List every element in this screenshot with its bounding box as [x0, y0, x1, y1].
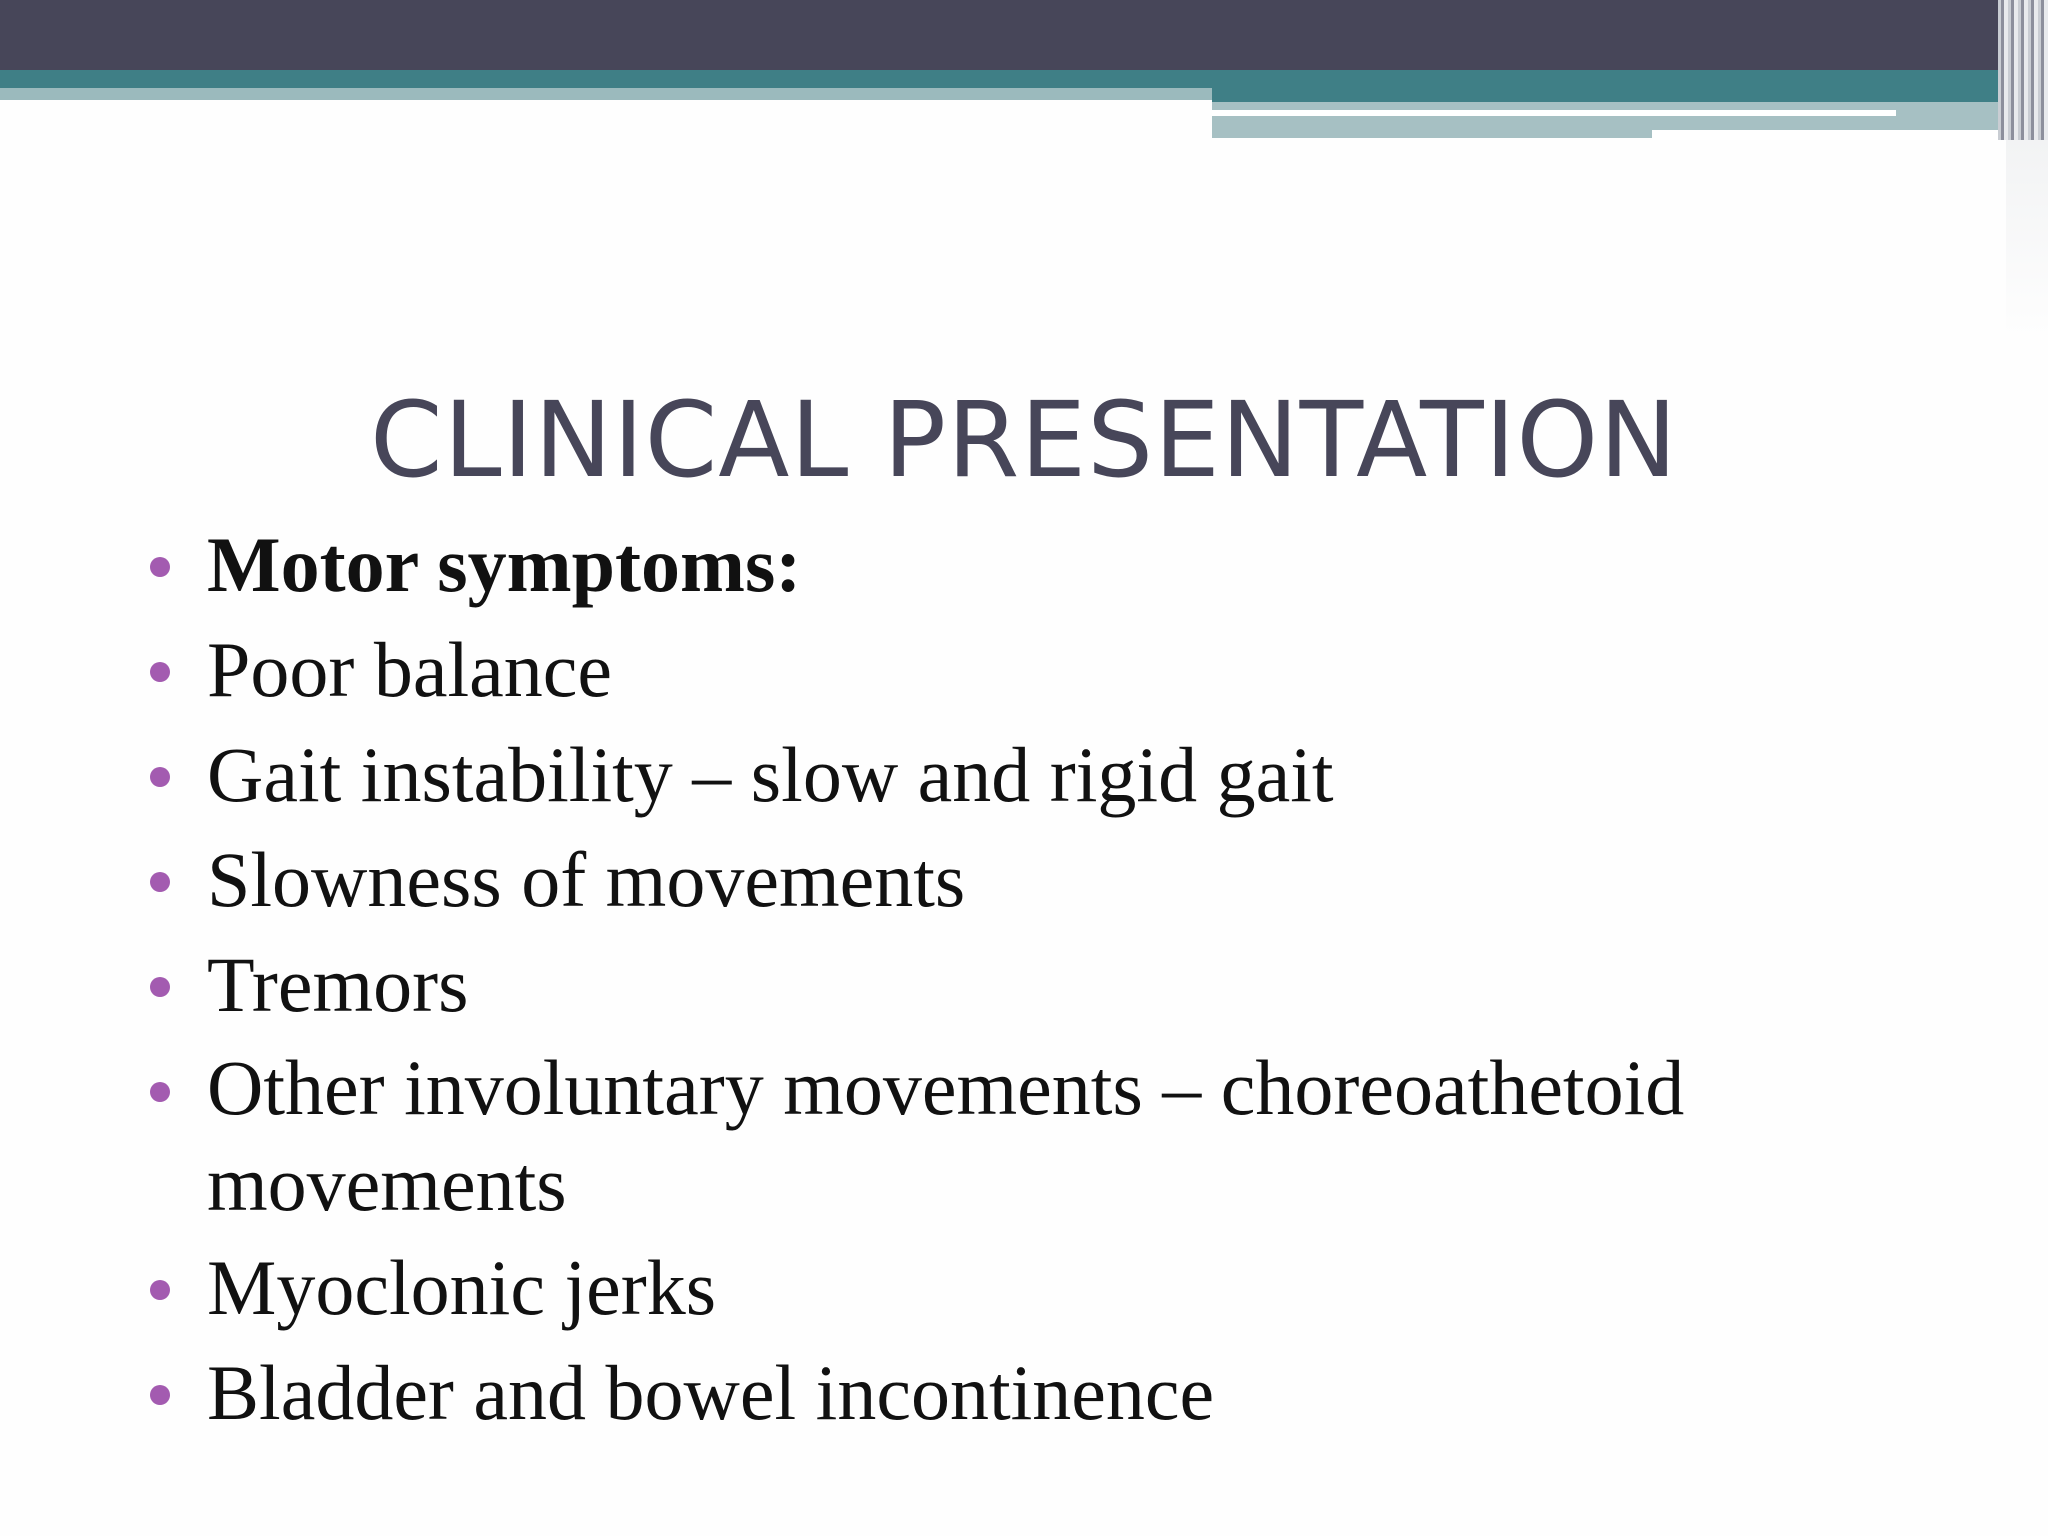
- bullet-text: Bladder and bowel incontinence: [207, 1349, 1215, 1436]
- edge-fade: [2006, 140, 2048, 340]
- bullet-item-myoclonic-jerks: [150, 1238, 1970, 1337]
- header-band-white-step: [1652, 130, 2010, 140]
- edge-decoration: [1998, 0, 2048, 140]
- header-band-light-left: [0, 88, 1212, 100]
- bullet-dot-icon: [150, 662, 170, 682]
- bullet-dot-icon: [150, 1280, 170, 1300]
- bullet-dot-icon: [150, 1082, 170, 1102]
- bullet-text: Gait instability – slow and rigid gait: [207, 731, 1334, 818]
- bullet-dot-icon: [150, 1385, 170, 1405]
- bullet-item-tremors: [150, 935, 1970, 1034]
- bullet-item-poor-balance: [150, 620, 1970, 719]
- header-band-white-line: [1212, 110, 1896, 116]
- bullet-list: [150, 515, 1970, 1448]
- bullet-item-motor-symptoms: [150, 515, 1970, 614]
- bullet-text: Tremors: [207, 941, 469, 1028]
- bullet-text: Slowness of movements: [207, 836, 966, 923]
- header-band-teal-right: [1212, 88, 2010, 102]
- header-band-teal: [0, 70, 2010, 88]
- bullet-item-slowness: [150, 830, 1970, 929]
- bullet-dot-icon: [150, 872, 170, 892]
- bullet-dot-icon: [150, 557, 170, 577]
- bullet-text: Motor symptoms:: [207, 521, 802, 608]
- bullet-item-incontinence: [150, 1343, 1970, 1442]
- slide-title: CLINICAL PRESENTATION: [369, 378, 1679, 501]
- bullet-dot-icon: [150, 977, 170, 997]
- bullet-item-involuntary-movements: [150, 1040, 1970, 1232]
- bullet-text: Myoclonic jerks: [207, 1244, 717, 1331]
- bullet-item-gait-instability: [150, 725, 1970, 824]
- bullet-text: Poor balance: [207, 626, 613, 713]
- bullet-text: Other involuntary movements – choreoathetoid movements: [207, 1044, 1685, 1227]
- bullet-dot-icon: [150, 767, 170, 787]
- header-band-dark: [0, 0, 2048, 70]
